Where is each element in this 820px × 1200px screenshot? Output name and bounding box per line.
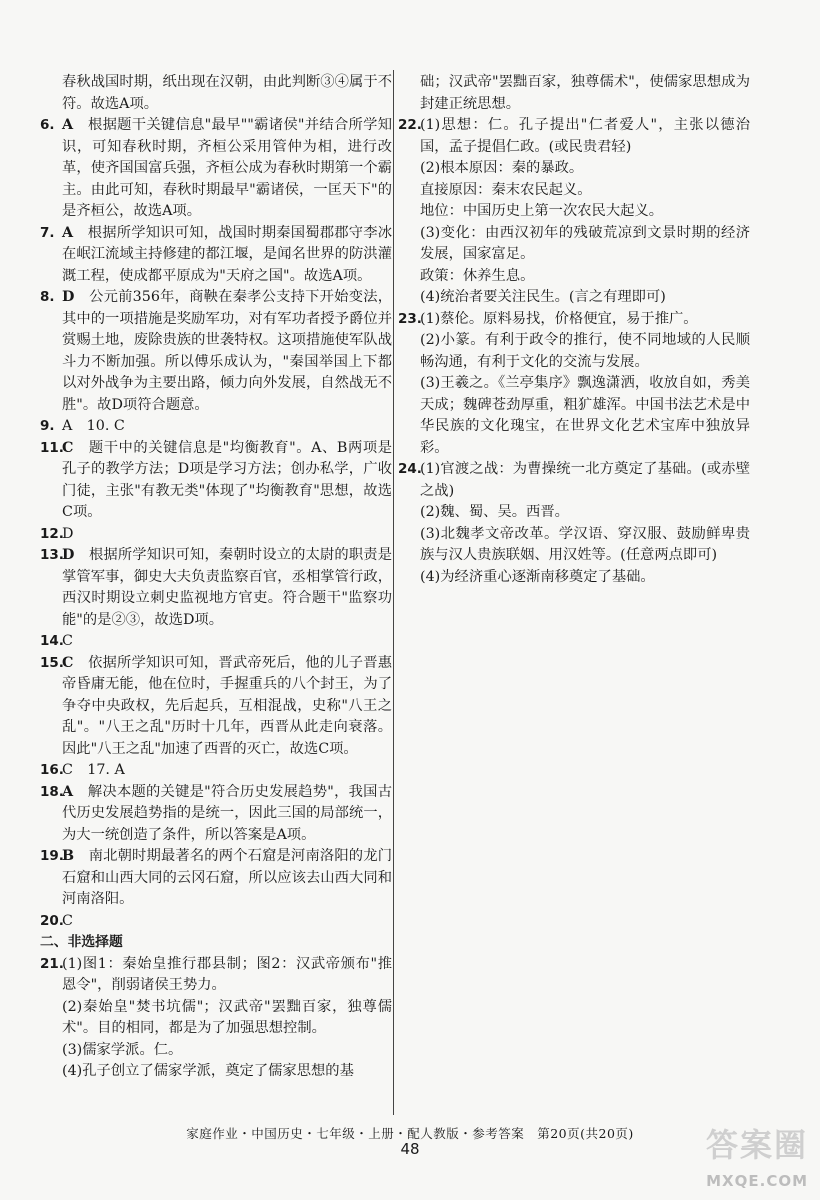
question-number: 21. bbox=[40, 955, 64, 972]
answer-letter: A bbox=[62, 224, 74, 241]
question-number: 22. bbox=[398, 117, 422, 133]
answer-line: (1)思想：仁。孔子提出"仁者爱人"，主张以德治国，孟子提倡仁政。(或民贵君轻) bbox=[420, 117, 750, 155]
answer-line: (4)统治者要关注民生。(言之有理即可) bbox=[420, 289, 666, 305]
left-column bbox=[40, 72, 392, 1083]
answer-letter: D bbox=[62, 547, 75, 563]
question-11 bbox=[40, 438, 392, 524]
answer-line: 政策：休养生息。 bbox=[420, 267, 535, 284]
question-number: 19. bbox=[40, 848, 64, 864]
answer-line: (2)根本原因：秦的暴政。 bbox=[420, 160, 584, 176]
question-number: 12. bbox=[40, 525, 64, 542]
answer-line: (1)蔡伦。原料易找，价格便宜，易于推广。 bbox=[420, 310, 698, 327]
question-number: 6. bbox=[40, 117, 55, 133]
question-16-17 bbox=[40, 760, 392, 782]
column-divider bbox=[393, 70, 394, 1115]
answer-letter: D bbox=[62, 289, 75, 305]
question-number: 24. bbox=[398, 461, 422, 477]
question-13 bbox=[40, 545, 392, 631]
watermark-logo bbox=[688, 1120, 808, 1190]
answer-line: (1)官渡之战：为曹操统一北方奠定了基础。(或赤壁之战) bbox=[420, 461, 750, 499]
question-18 bbox=[40, 782, 392, 847]
answers: C bbox=[62, 633, 73, 649]
answer-line: (3)儒家学派。仁。 bbox=[62, 1041, 183, 1058]
question-12 bbox=[40, 524, 392, 546]
answer-line: (4)孔子创立了儒家学派，奠定了儒家思想的基 bbox=[62, 1063, 354, 1079]
question-number: 23. bbox=[398, 310, 422, 327]
question-number: 8. bbox=[40, 289, 55, 305]
watermark-url: MXQE.COM bbox=[706, 1172, 808, 1190]
section-heading: 二、非选择题 bbox=[40, 934, 123, 950]
explanation: 南北朝时期最著名的两个石窟是河南洛阳的龙门石窟和山西大同的云冈石窟，所以应该去山西大同和河南洛阳。 bbox=[62, 848, 393, 907]
question-number: 15. bbox=[40, 654, 64, 671]
question-14 bbox=[40, 631, 392, 653]
answer-letter: A bbox=[62, 117, 74, 133]
question-9-10 bbox=[40, 416, 392, 438]
question-22 bbox=[398, 115, 750, 309]
answer-line: (3)变化：由西汉初年的残破荒凉到文景时期的经济发展，国家富足。 bbox=[420, 224, 750, 262]
watermark-text: 答案圈 bbox=[705, 1126, 808, 1164]
question-number: 14. bbox=[40, 633, 64, 649]
question-number: 20. bbox=[40, 912, 64, 929]
answers: A 10. C bbox=[62, 418, 125, 434]
page-number: 48 bbox=[400, 1140, 420, 1158]
question-21 bbox=[40, 954, 392, 1083]
explanation: 公元前356年，商鞅在秦孝公支持下开始变法，其中的一项措施是奖励军功，对有军功者授予爵位并赏赐土地，废除贵族的世袭特权。这项措施使军队战斗力不断加强。所以傅乐成认为，"秦国举国上下都以对外战争为主要出路，倾力向外发展，自然战无不胜"。故D项符合题意。 bbox=[62, 289, 392, 413]
explanation: 根据题干关键信息"最早""霸诸侯"并结合所学知识，可知春秋时期，齐桓公采用管仲为相，进行改革，使齐国国富兵强，齐桓公成为春秋时期第一个霸主。由此可知，春秋时期最早"霸诸侯，一匡天下"的是齐桓公，故选A项。 bbox=[62, 117, 393, 219]
question-7 bbox=[40, 223, 392, 288]
explanation: 题干中的关键信息是"均衡教育"。A、B两项是孔子的教学方法；D项是学习方法；创办私学，广收门徒，主张"有教无类"体现了"均衡教育"思想，故选C项。 bbox=[62, 439, 393, 520]
answer-letter: C bbox=[62, 439, 74, 456]
answer-line: 地位：中国历史上第一次农民大起义。 bbox=[420, 203, 664, 219]
question-19 bbox=[40, 846, 392, 911]
question-24 bbox=[398, 459, 750, 588]
explanation: 依据所学知识可知，晋武帝死后，他的儿子晋惠帝昏庸无能，他在位时，手握重兵的八个封王，为了争夺中央政权，先后起兵，互相混战，史称"八王之乱"。"八王之乱"历时十几年，西晋从此走向衰落。因此"八王之乱"加速了西晋的灭亡，故选C项。 bbox=[62, 654, 393, 757]
question-number: 7. bbox=[40, 224, 55, 241]
question-number: 9. bbox=[40, 418, 55, 434]
answer-line: (2)秦始皇"焚书坑儒"；汉武帝"罢黜百家，独尊儒术"。目的相同，都是为了加强思想控制。 bbox=[62, 998, 392, 1036]
answer-letter: C bbox=[62, 654, 74, 671]
question-number: 13. bbox=[40, 547, 64, 563]
question-23 bbox=[398, 309, 750, 460]
question-6 bbox=[40, 115, 392, 223]
page-footer: 家庭作业・中国历史・七年级・上册・配人教版・参考答案 第20页(共20页) bbox=[186, 1126, 634, 1141]
answer-line: (2)魏、蜀、吴。西晋。 bbox=[420, 504, 569, 520]
right-column bbox=[398, 72, 750, 588]
question-15 bbox=[40, 653, 392, 761]
explanation: 根据所学知识可知，战国时期秦国蜀郡郡守李冰在岷江流域主持修建的都江堰，是闻名世界的防洪灌溉工程，使成都平原成为"天府之国"。故选A项。 bbox=[62, 224, 393, 284]
answers: C bbox=[62, 912, 73, 929]
question-number: 11. bbox=[40, 439, 64, 456]
explanation: 解决本题的关键是"符合历史发展趋势"，我国古代历史发展趋势指的是统一，因此三国的局部统一，为大一统创造了条件，所以答案是A项。 bbox=[62, 783, 392, 843]
answer-letter: B bbox=[62, 848, 75, 864]
question-8 bbox=[40, 287, 392, 416]
answer-letter: A bbox=[62, 783, 74, 800]
answer-line: (3)王羲之。《兰亭集序》飘逸潇洒，收放自如，秀美天成；魏碑苍劲厚重，粗犷雄浑。中国书法艺术是中华民族的文化瑰宝，在世界文化艺术宝库中独放异彩。 bbox=[420, 375, 750, 456]
question-number: 16. bbox=[40, 762, 64, 778]
answer-line: 直接原因：秦末农民起义。 bbox=[420, 181, 592, 198]
answer-line: (3)北魏孝文帝改革。学汉语、穿汉服、鼓励鲜卑贵族与汉人贵族联姻、用汉姓等。(任意两点即可) bbox=[420, 525, 750, 563]
answers: D bbox=[62, 525, 74, 542]
answers: C 17. A bbox=[62, 762, 125, 778]
answer-line: (2)小篆。有利于政令的推行，使不同地域的人民顺畅沟通，有利于文化的交流与发展。 bbox=[420, 332, 750, 370]
question-20 bbox=[40, 911, 392, 933]
explanation: 根据所学知识可知，秦朝时设立的太尉的职责是掌管军事，御史大夫负责监察百官，丞相掌管行政，西汉时期设立刺史监视地方官吏。符合题干"监察功能"的是②③，故选D项。 bbox=[62, 547, 393, 628]
continued-text: 础；汉武帝"罢黜百家，独尊儒术"，使儒家思想成为封建正统思想。 bbox=[420, 74, 750, 112]
answer-line: (4)为经济重心逐渐南移奠定了基础。 bbox=[420, 568, 655, 585]
answer-line: (1)图1：秦始皇推行郡县制；图2：汉武帝颁布"推恩令"，削弱诸侯王势力。 bbox=[62, 955, 392, 993]
intro-text: 春秋战国时期，纸出现在汉朝，由此判断③④属于不符。故选A项。 bbox=[62, 74, 392, 112]
question-number: 18. bbox=[40, 783, 64, 800]
